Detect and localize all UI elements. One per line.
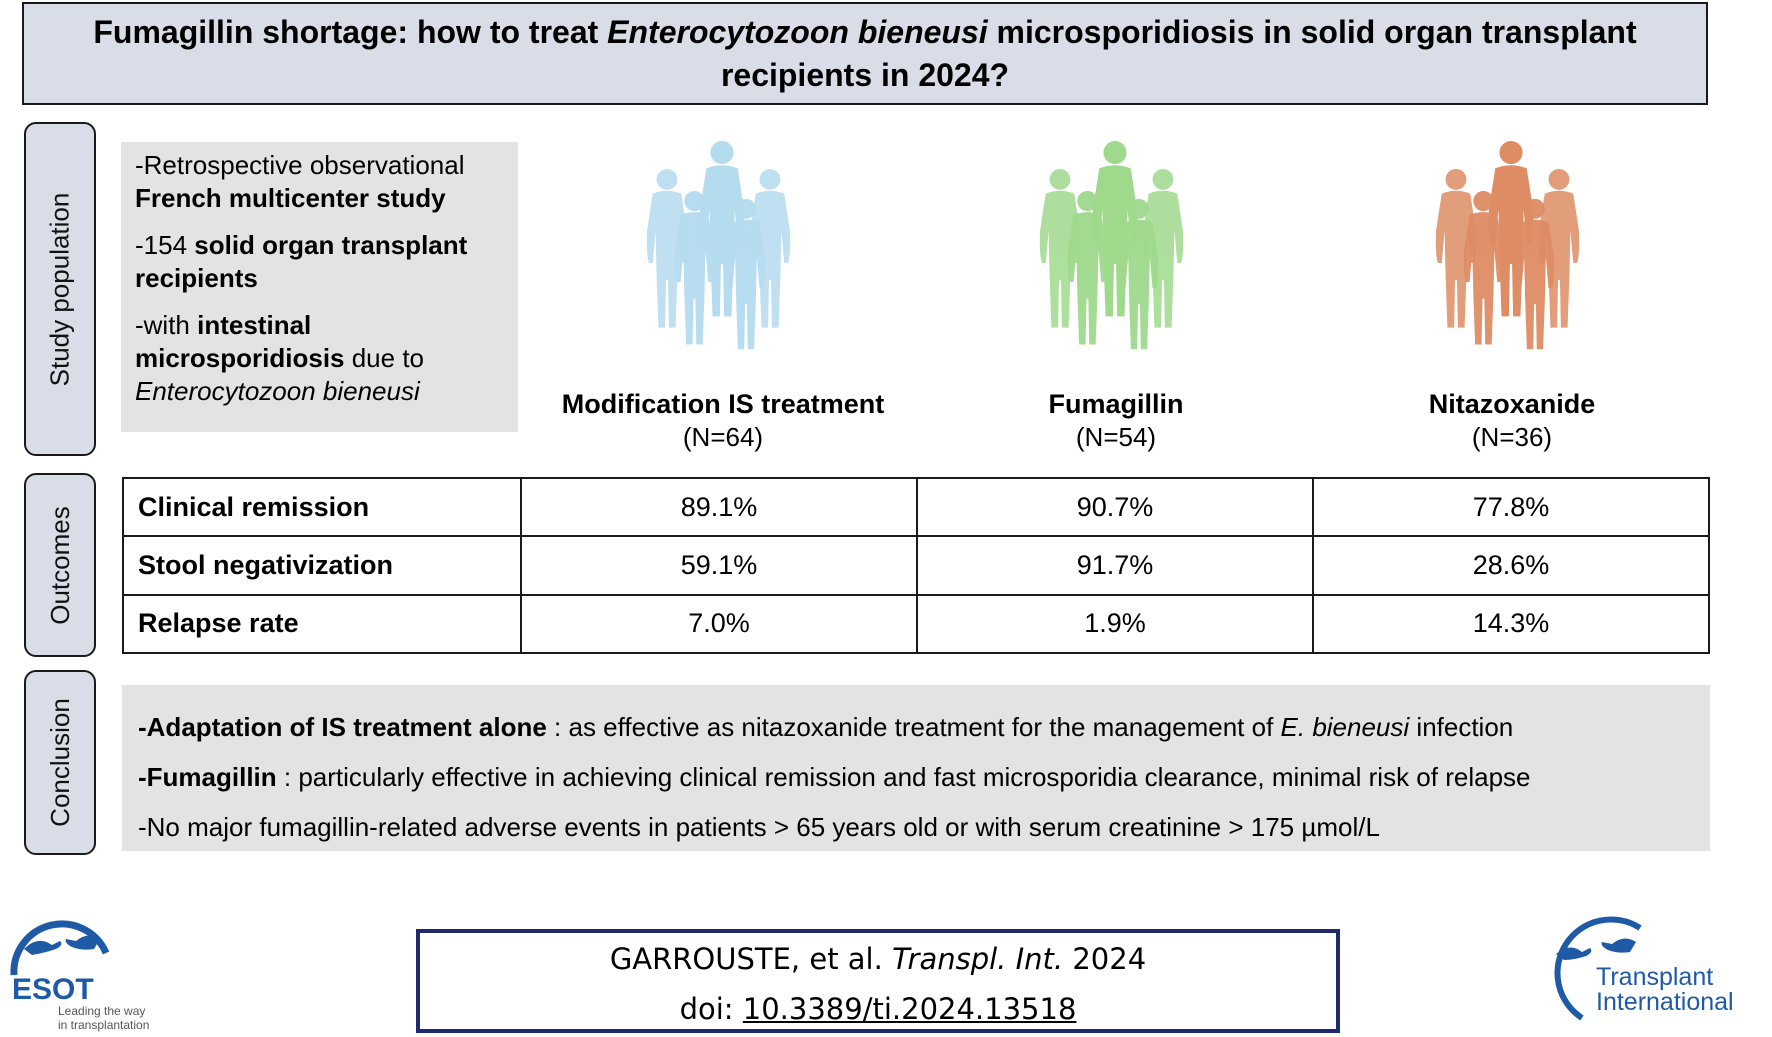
ti-line-1: Transplant [1596, 963, 1714, 991]
outcome-value: 89.1% [521, 478, 917, 536]
outcome-value: 59.1% [521, 536, 917, 594]
ti-line-2: International [1596, 988, 1734, 1016]
outcome-label: Relapse rate [123, 595, 521, 653]
outcomes-table [122, 477, 1710, 654]
outcome-value: 90.7% [917, 478, 1313, 536]
esot-name: ESOT [12, 973, 94, 1006]
group-count: (N=64) [682, 422, 764, 452]
outcome-value: 1.9% [917, 595, 1313, 653]
transplant-international-logo [1540, 912, 1770, 1029]
citation-reference: GARROUSTE, et al. Transpl. Int. 2024 [609, 942, 1147, 976]
people-icon-green [1031, 140, 1201, 355]
group-name: Modification IS treatment [561, 389, 885, 419]
outcome-value: 7.0% [521, 595, 917, 653]
group-count: (N=54) [1075, 422, 1157, 452]
group-nitazoxanide [1312, 140, 1712, 453]
people-icon-blue [638, 140, 808, 355]
esot-logo-mark [2, 905, 172, 1033]
pop-line-condition: -with intestinal microsporidiosis due to Enterocytozoon bieneusi [135, 310, 425, 406]
table-row [123, 595, 1709, 653]
citation-box [416, 929, 1340, 1033]
conclusion-box [122, 685, 1710, 851]
side-tab-study-population: Study population [24, 122, 96, 456]
conclusion-line-fumagillin: -Fumagillin : particularly effective in achieving clinical remission and fast microsporidia clearance, minimal risk of relapse [138, 762, 1531, 792]
esot-tagline-2: in transplantation [58, 1018, 150, 1032]
title-banner [22, 2, 1708, 105]
side-tab-conclusion: Conclusion [24, 670, 96, 855]
group-modification-is [523, 140, 923, 453]
outcome-value: 77.8% [1313, 478, 1709, 536]
outcome-label: Clinical remission [123, 478, 521, 536]
outcome-value: 14.3% [1313, 595, 1709, 653]
people-icon-orange [1427, 140, 1597, 355]
citation-doi: doi: 10.3389/ti.2024.13518 [679, 992, 1077, 1026]
conclusion-line-safety: -No major fumagillin-related adverse events in patients > 65 years old or with serum creatinine > 175 µmol/L [138, 812, 1380, 842]
doi-link[interactable]: 10.3389/ti.2024.13518 [742, 992, 1077, 1026]
group-fumagillin [916, 140, 1316, 453]
side-tab-outcomes: Outcomes [24, 473, 96, 657]
table-row [123, 478, 1709, 536]
outcome-value: 91.7% [917, 536, 1313, 594]
study-population-box [121, 142, 518, 432]
pop-line-design: -Retrospective observational French multicenter study [135, 150, 465, 213]
ti-logo-mark [1540, 912, 1770, 1024]
pop-line-count: -154 solid organ transplant recipients [135, 230, 468, 293]
outcome-label: Stool negativization [123, 536, 521, 594]
page-title: Fumagillin shortage: how to treat Enterocytozoon bieneusi microsporidiosis in solid organ transplant recipients in 2024? [93, 13, 1637, 93]
outcome-value: 28.6% [1313, 536, 1709, 594]
conclusion-line-is: -Adaptation of IS treatment alone : as effective as nitazoxanide treatment for the management of E. bieneusi infection [138, 712, 1514, 742]
group-count: (N=36) [1471, 422, 1553, 452]
group-name: Nitazoxanide [1428, 389, 1596, 419]
esot-tagline-1: Leading the way [58, 1004, 146, 1018]
esot-logo [2, 905, 172, 1037]
group-name: Fumagillin [1048, 389, 1184, 419]
table-row [123, 536, 1709, 594]
